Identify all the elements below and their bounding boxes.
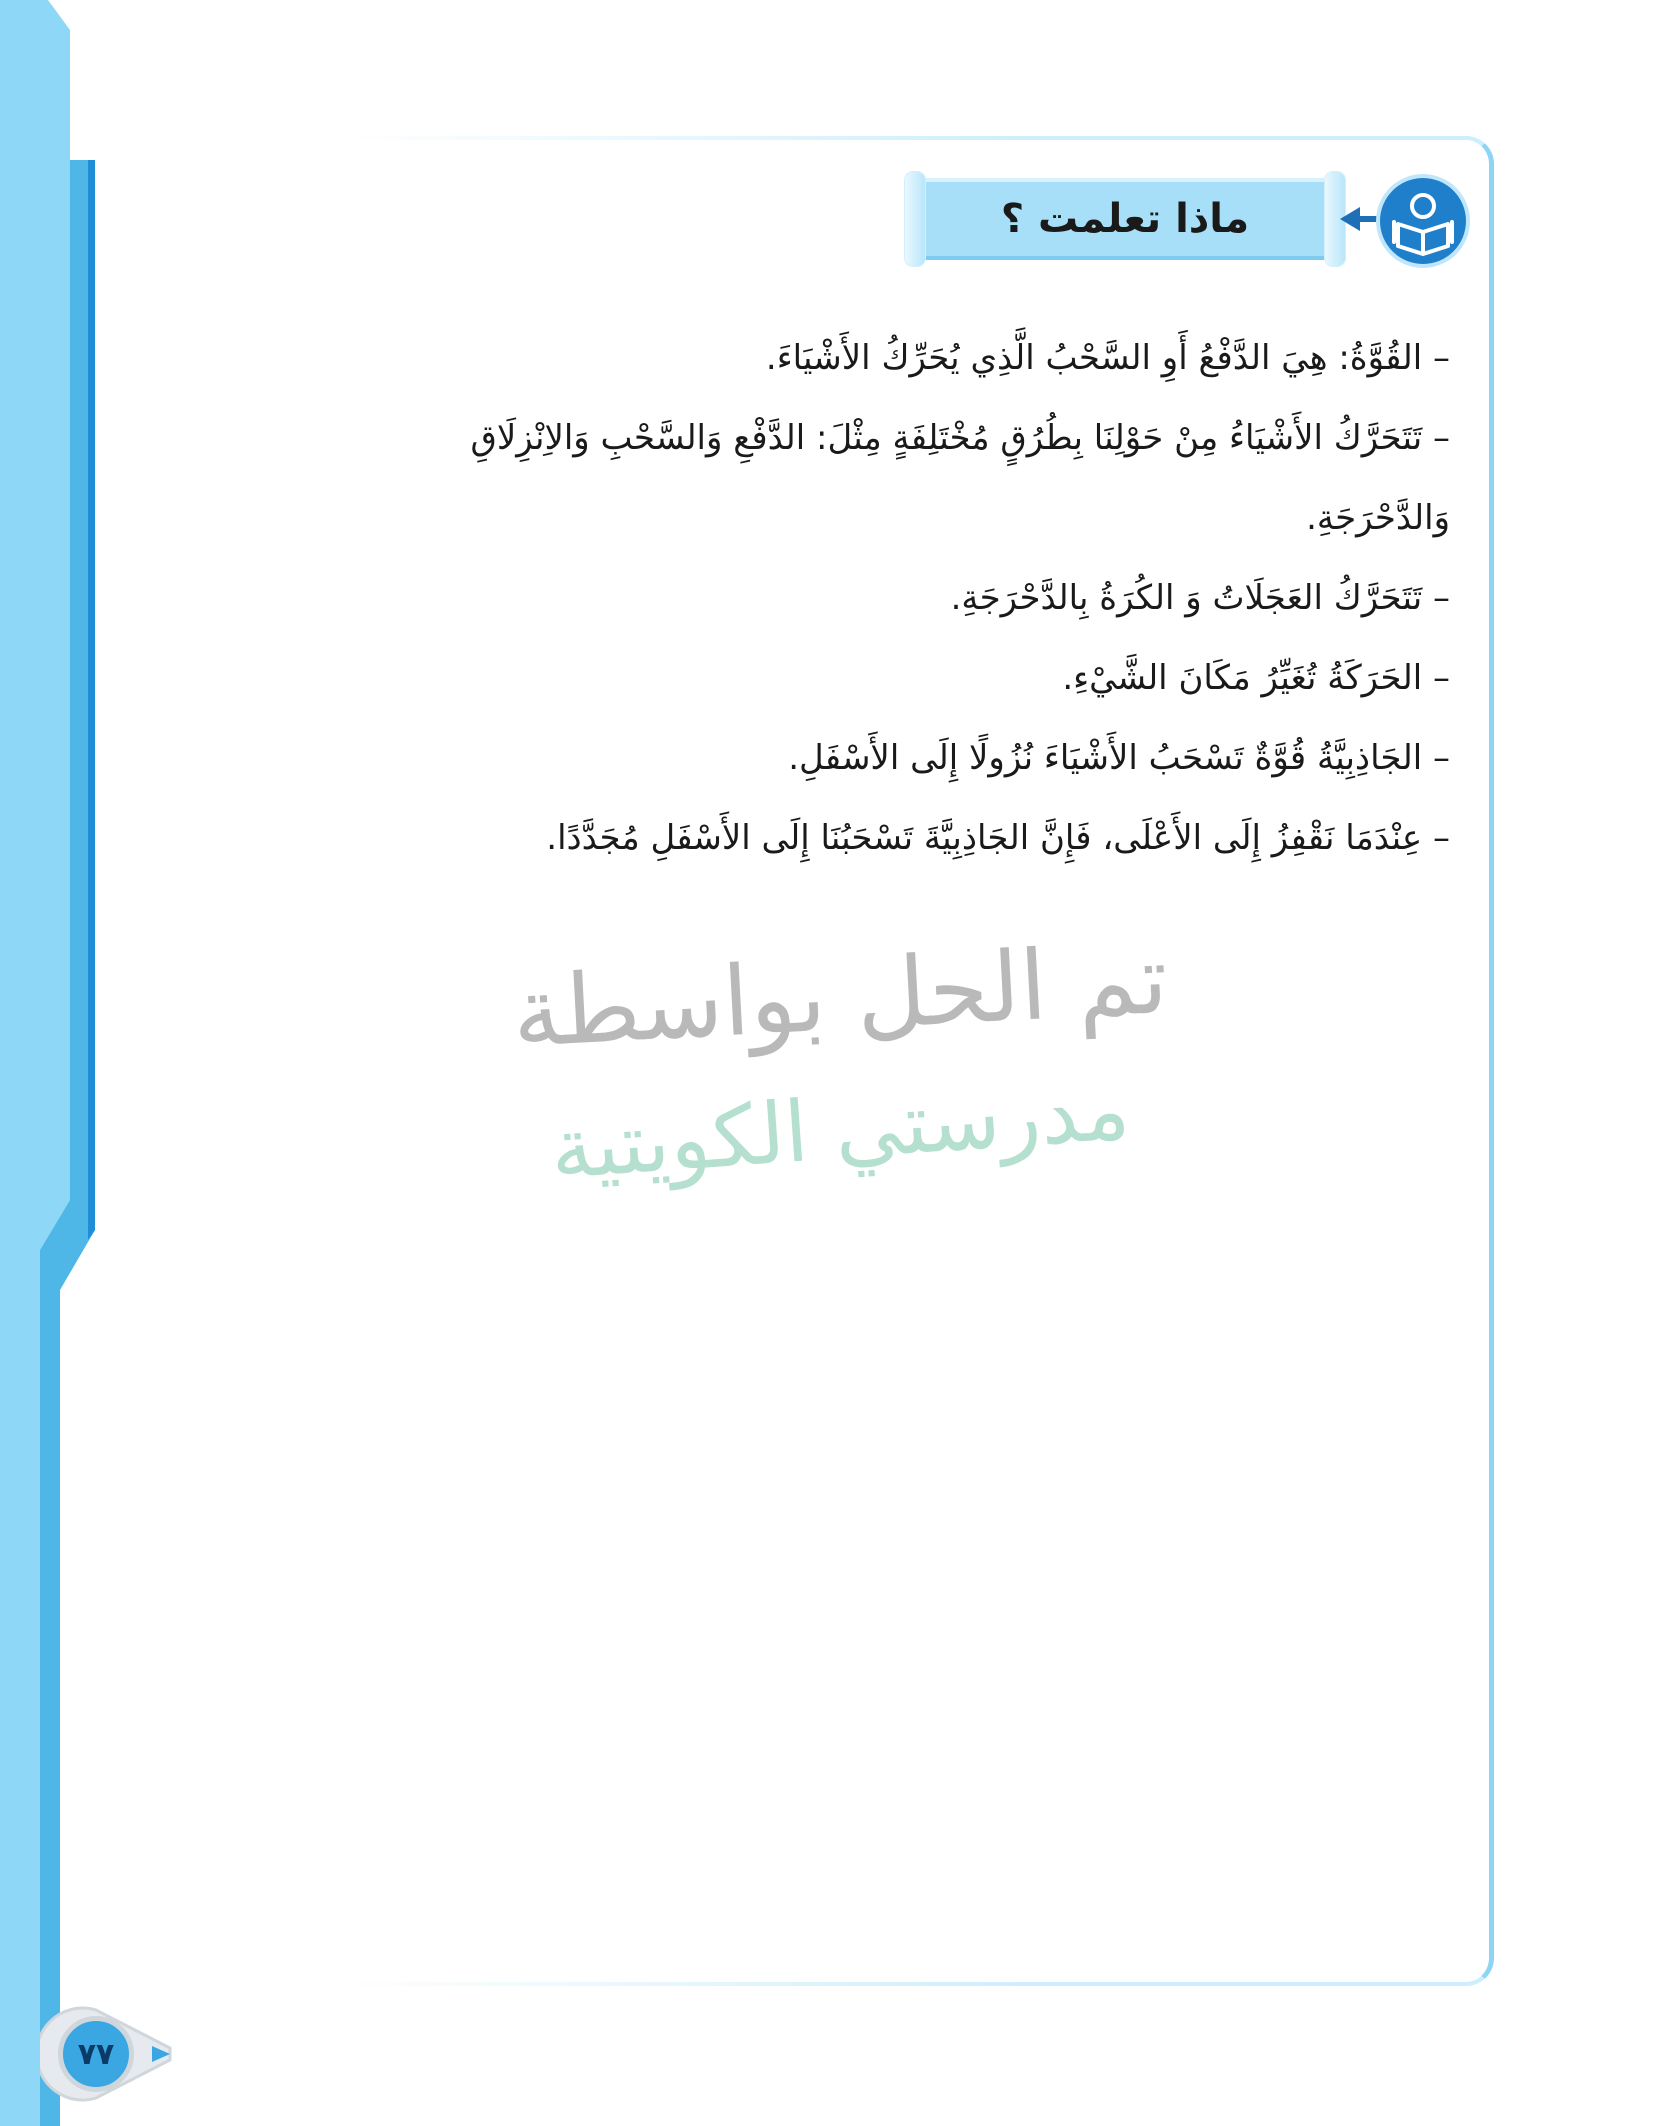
page-number: ٧٧: [58, 2016, 134, 2092]
point-item: – عِنْدَمَا نَقْفِزُ إِلَى الأَعْلَى، فَإِنَّ الجَاذِبِيَّةَ تَسْحَبُنَا إِلَى الأَسْفَلِ مُجَدَّدًا.: [546, 818, 1450, 858]
frame-fade-top: [340, 132, 1040, 142]
point-item: – القُوَّةُ: هِيَ الدَّفْعُ أَوِ السَّحْبُ الَّذِي يُحَرِّكُ الأَشْيَاءَ.: [765, 338, 1450, 378]
frame-fade-bottom: [340, 1980, 1040, 1990]
point-item: – تَتَحَرَّكُ العَجَلَاتُ وَ الكُرَةُ بِالدَّحْرَجَةِ.: [950, 578, 1450, 618]
point-item: – الجَاذِبِيَّةُ قُوَّةٌ تَسْحَبُ الأَشْيَاءَ نُزُولًا إِلَى الأَسْفَلِ.: [788, 738, 1450, 778]
point-item: – الحَرَكَةُ تُغَيِّرُ مَكَانَ الشَّيْءِ.: [1062, 658, 1450, 698]
section-banner: [905, 170, 1345, 270]
reading-student-icon: [1380, 178, 1466, 264]
section-title: ماذا تعلمت ؟: [1000, 196, 1250, 242]
watermark-line-2: مدرستي الكويتية: [547, 1059, 1133, 1199]
side-decor-band: [0, 0, 110, 2126]
page-number-badge: [40, 2000, 180, 2110]
point-item: – تَتَحَرَّكُ الأَشْيَاءُ مِنْ حَوْلِنَا بِطُرُقٍ مُخْتَلِفَةٍ مِثْلَ: الدَّفْعِ وَالسَّحْبِ وَالاِنْزِلَاقِ وَالدَّحْرَجَةِ.: [470, 418, 1450, 538]
solution-watermark: [460, 900, 1220, 1230]
watermark-line-1: تم الحل بواسطة: [509, 922, 1171, 1070]
learned-points-list: [370, 318, 1450, 878]
